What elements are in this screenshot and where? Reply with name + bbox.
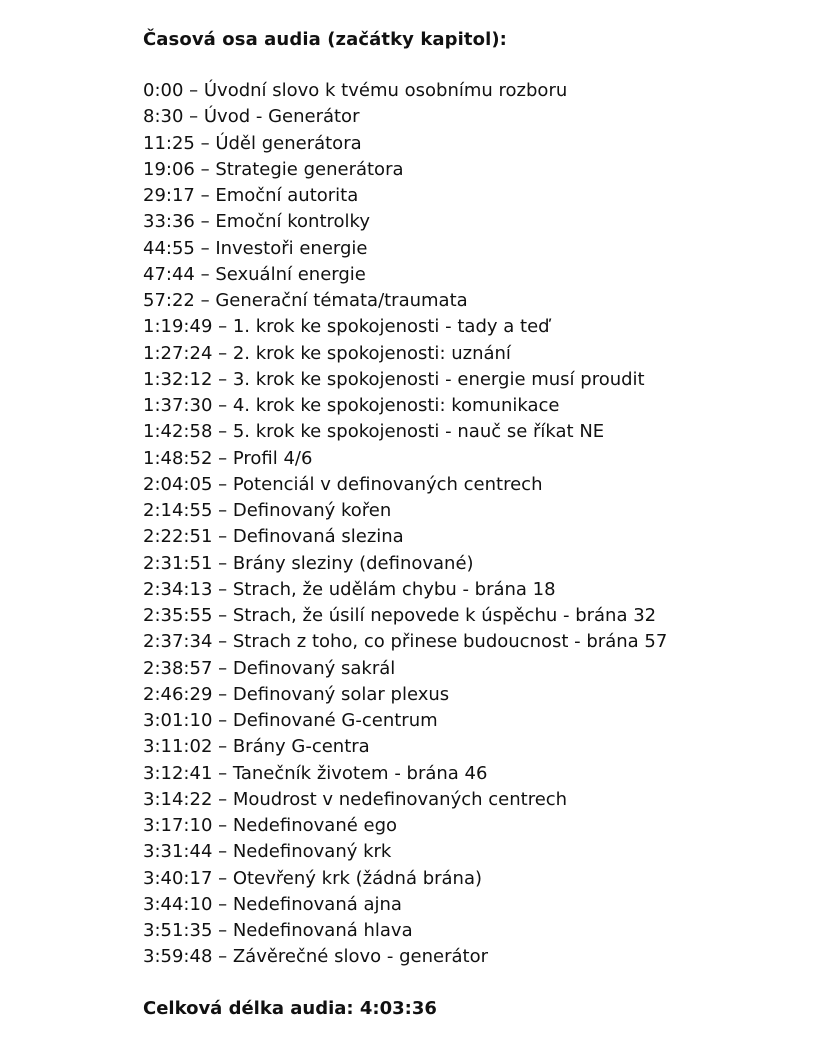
chapter-item: 1:19:49 – 1. krok ke spokojenosti - tady a teď xyxy=(143,316,550,338)
chapter-item: 1:32:12 – 3. krok ke spokojenosti - energie musí proudit xyxy=(143,368,645,390)
timeline-heading: Časová osa audia (začátky kapitol): xyxy=(143,29,507,50)
chapter-item: 2:04:05 – Potenciál v definovaných centrech xyxy=(143,473,543,495)
chapter-item: 1:48:52 – Profil 4/6 xyxy=(143,447,313,469)
chapter-item: 0:00 – Úvodní slovo k tvému osobnímu rozboru xyxy=(143,80,568,101)
chapter-item: 2:31:51 – Brány sleziny (definované) xyxy=(143,552,474,574)
total-duration: Celková délka audia: 4:03:36 xyxy=(143,997,437,1019)
chapter-item: 57:22 – Generační témata/traumata xyxy=(143,290,468,311)
chapter-item: 3:31:44 – Nedefinovaný krk xyxy=(143,841,392,863)
document-page xyxy=(143,28,793,1021)
chapter-item: 2:22:51 – Definovaná slezina xyxy=(143,526,404,548)
chapter-item: 2:37:34 – Strach z toho, co přinese budoucnost - brána 57 xyxy=(143,631,668,653)
chapter-item: 3:14:22 – Moudrost v nedefinovaných centrech xyxy=(143,788,568,810)
chapter-item: 1:37:30 – 4. krok ke spokojenosti: komunikace xyxy=(143,395,560,416)
chapter-item: 11:25 – Úděl generátora xyxy=(143,132,362,154)
chapter-item: 2:46:29 – Definovaný solar plexus xyxy=(143,683,450,705)
chapter-item: 3:01:10 – Definované G-centrum xyxy=(143,710,438,731)
chapter-item: 2:14:55 – Definovaný kořen xyxy=(143,500,392,521)
chapter-item: 3:17:10 – Nedefinované ego xyxy=(143,815,398,836)
chapter-item: 3:40:17 – Otevřený krk (žádná brána) xyxy=(143,867,483,889)
chapter-item: 3:44:10 – Nedefinovaná ajna xyxy=(143,893,402,915)
chapter-item: 47:44 – Sexuální energie xyxy=(143,263,366,285)
chapter-item: 2:35:55 – Strach, že úsilí nepovede k úspěchu - brána 32 xyxy=(143,605,657,626)
chapter-list xyxy=(143,78,793,971)
chapter-item: 33:36 – Emoční kontrolky xyxy=(143,211,370,233)
chapter-item: 3:51:35 – Nedefinovaná hlava xyxy=(143,920,413,941)
chapter-item: 1:42:58 – 5. krok ke spokojenosti - nauč se říkat NE xyxy=(143,421,605,443)
chapter-item: 3:11:02 – Brány G-centra xyxy=(143,736,370,758)
chapter-item: 2:34:13 – Strach, že udělám chybu - brána 18 xyxy=(143,578,556,600)
chapter-item: 8:30 – Úvod - Generátor xyxy=(143,106,360,128)
chapter-item: 29:17 – Emoční autorita xyxy=(143,185,359,206)
chapter-item: 44:55 – Investoři energie xyxy=(143,237,368,259)
chapter-item: 2:38:57 – Definovaný sakrál xyxy=(143,657,396,679)
chapter-item: 19:06 – Strategie generátora xyxy=(143,158,404,180)
chapter-item: 3:12:41 – Tanečník životem - brána 46 xyxy=(143,762,488,784)
chapter-item: 1:27:24 – 2. krok ke spokojenosti: uznání xyxy=(143,342,511,364)
chapter-item: 3:59:48 – Závěrečné slovo - generátor xyxy=(143,946,488,968)
